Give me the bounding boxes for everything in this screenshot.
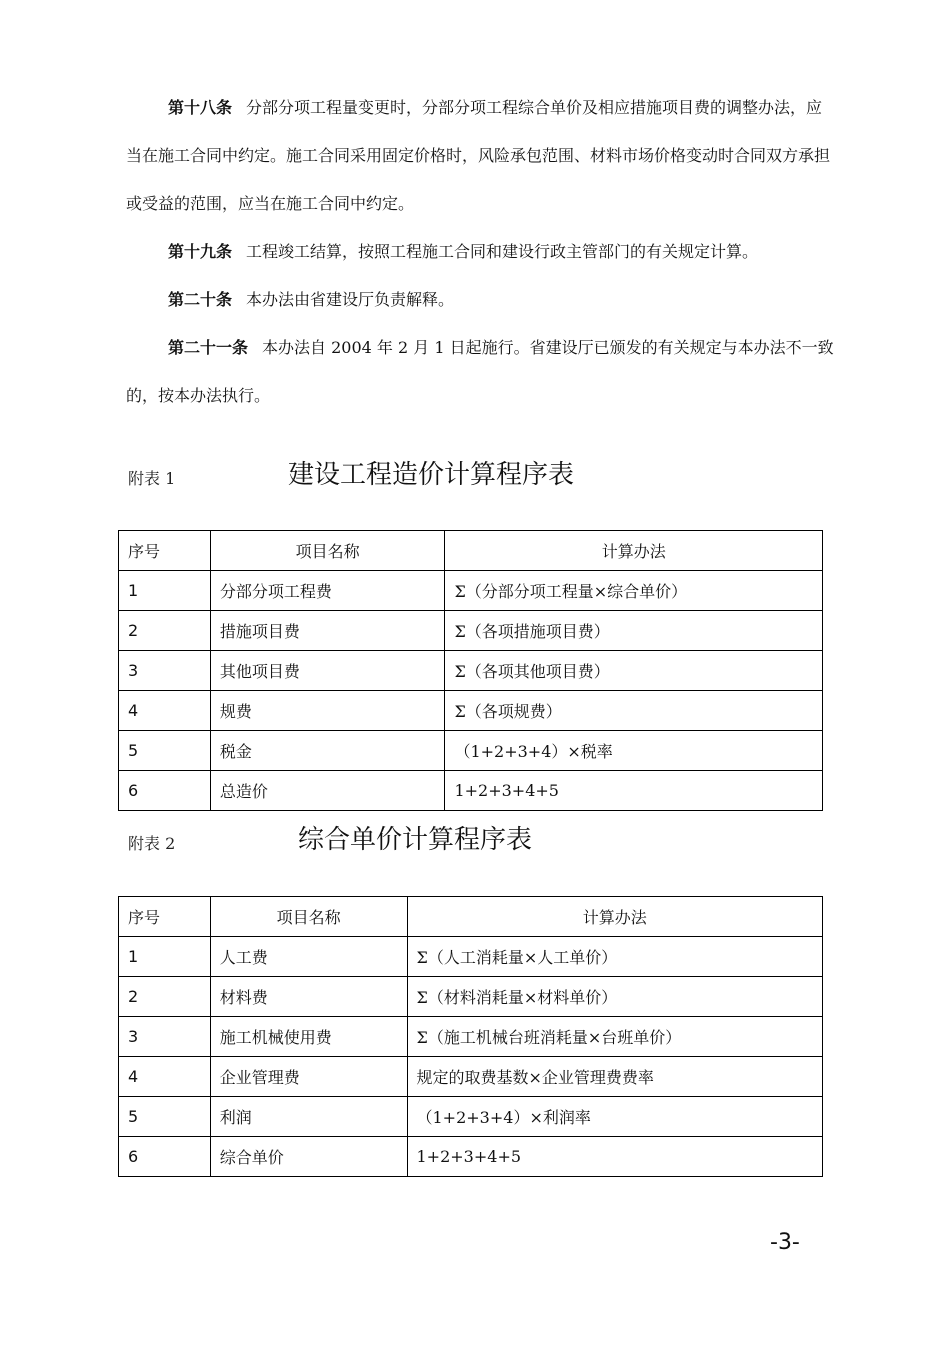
table2-caption: 附表 2 xyxy=(128,834,176,853)
table1-title: 建设工程造价计算程序表 xyxy=(288,460,575,490)
article-text: 本办法自 2004 年 2 月 1 日起施行。省建设厅已颁发的有关规定与本办法不一致的，按本办法执行。 xyxy=(126,338,834,405)
table1-caption: 附表 1 xyxy=(128,469,176,488)
header-cell: 项目名称 xyxy=(210,531,445,571)
row-method: Σ（各项其他项目费） xyxy=(445,651,823,691)
row-item: 规费 xyxy=(210,691,445,731)
header-cell: 计算办法 xyxy=(445,531,823,571)
table-row xyxy=(119,1057,823,1097)
article-label: 第十八条 xyxy=(168,98,233,117)
table-header-row xyxy=(119,897,823,937)
row-index: 2 xyxy=(119,977,211,1017)
cost-procedure-table xyxy=(118,530,823,811)
row-item: 税金 xyxy=(210,731,445,771)
unit-price-procedure-table xyxy=(118,896,823,1177)
article-label: 第十九条 xyxy=(168,242,233,261)
article-label: 第二十一条 xyxy=(168,338,249,357)
row-item: 企业管理费 xyxy=(210,1057,407,1097)
table2-title: 综合单价计算程序表 xyxy=(298,825,533,855)
table-row xyxy=(119,937,823,977)
row-index: 1 xyxy=(119,571,211,611)
table-header-row xyxy=(119,531,823,571)
table-row xyxy=(119,571,823,611)
table-row xyxy=(119,977,823,1017)
table-row xyxy=(119,651,823,691)
row-item: 分部分项工程费 xyxy=(210,571,445,611)
row-item: 施工机械使用费 xyxy=(210,1017,407,1057)
row-index: 5 xyxy=(119,1097,211,1137)
row-index: 6 xyxy=(119,771,211,811)
row-method: Σ（各项规费） xyxy=(445,691,823,731)
row-index: 3 xyxy=(119,651,211,691)
article-text: 本办法由省建设厅负责解释。 xyxy=(246,290,455,309)
article-21 xyxy=(126,324,838,420)
row-item: 人工费 xyxy=(210,937,407,977)
header-cell: 计算办法 xyxy=(407,897,823,937)
table-row xyxy=(119,691,823,731)
row-method: Σ（材料消耗量×材料单价） xyxy=(407,977,823,1017)
row-method: Σ（各项措施项目费） xyxy=(445,611,823,651)
row-index: 4 xyxy=(119,691,211,731)
row-item: 总造价 xyxy=(210,771,445,811)
header-cell: 序号 xyxy=(119,897,211,937)
article-20 xyxy=(126,276,838,324)
table-row xyxy=(119,1137,823,1177)
row-method: （1+2+3+4）×利润率 xyxy=(407,1097,823,1137)
page-number: -3- xyxy=(770,1230,800,1255)
article-19 xyxy=(126,228,838,276)
row-item: 利润 xyxy=(210,1097,407,1137)
row-index: 1 xyxy=(119,937,211,977)
table-row xyxy=(119,1097,823,1137)
row-item: 综合单价 xyxy=(210,1137,407,1177)
row-method: Σ（分部分项工程量×综合单价） xyxy=(445,571,823,611)
article-18 xyxy=(126,84,838,228)
row-index: 5 xyxy=(119,731,211,771)
row-item: 措施项目费 xyxy=(210,611,445,651)
article-text: 工程竣工结算，按照工程施工合同和建设行政主管部门的有关规定计算。 xyxy=(246,242,759,261)
row-method: Σ（施工机械台班消耗量×台班单价） xyxy=(407,1017,823,1057)
table-row xyxy=(119,1017,823,1057)
row-index: 6 xyxy=(119,1137,211,1177)
row-method: Σ（人工消耗量×人工单价） xyxy=(407,937,823,977)
row-index: 2 xyxy=(119,611,211,651)
row-index: 4 xyxy=(119,1057,211,1097)
header-cell: 序号 xyxy=(119,531,211,571)
article-label: 第二十条 xyxy=(168,290,233,309)
row-index: 3 xyxy=(119,1017,211,1057)
header-cell: 项目名称 xyxy=(210,897,407,937)
article-text: 分部分项工程量变更时，分部分项工程综合单价及相应措施项目费的调整办法，应当在施工合同中约定。施工合同采用固定价格时，风险承包范围、材料市场价格变动时合同双方承担或受益的范围，应当在施工合同中约定。 xyxy=(126,98,831,213)
table-row xyxy=(119,731,823,771)
row-item: 其他项目费 xyxy=(210,651,445,691)
table-row xyxy=(119,611,823,651)
row-item: 材料费 xyxy=(210,977,407,1017)
row-method: 1+2+3+4+5 xyxy=(407,1137,823,1177)
row-method: （1+2+3+4）×税率 xyxy=(445,731,823,771)
row-method: 规定的取费基数×企业管理费费率 xyxy=(407,1057,823,1097)
row-method: 1+2+3+4+5 xyxy=(445,771,823,811)
table-row xyxy=(119,771,823,811)
